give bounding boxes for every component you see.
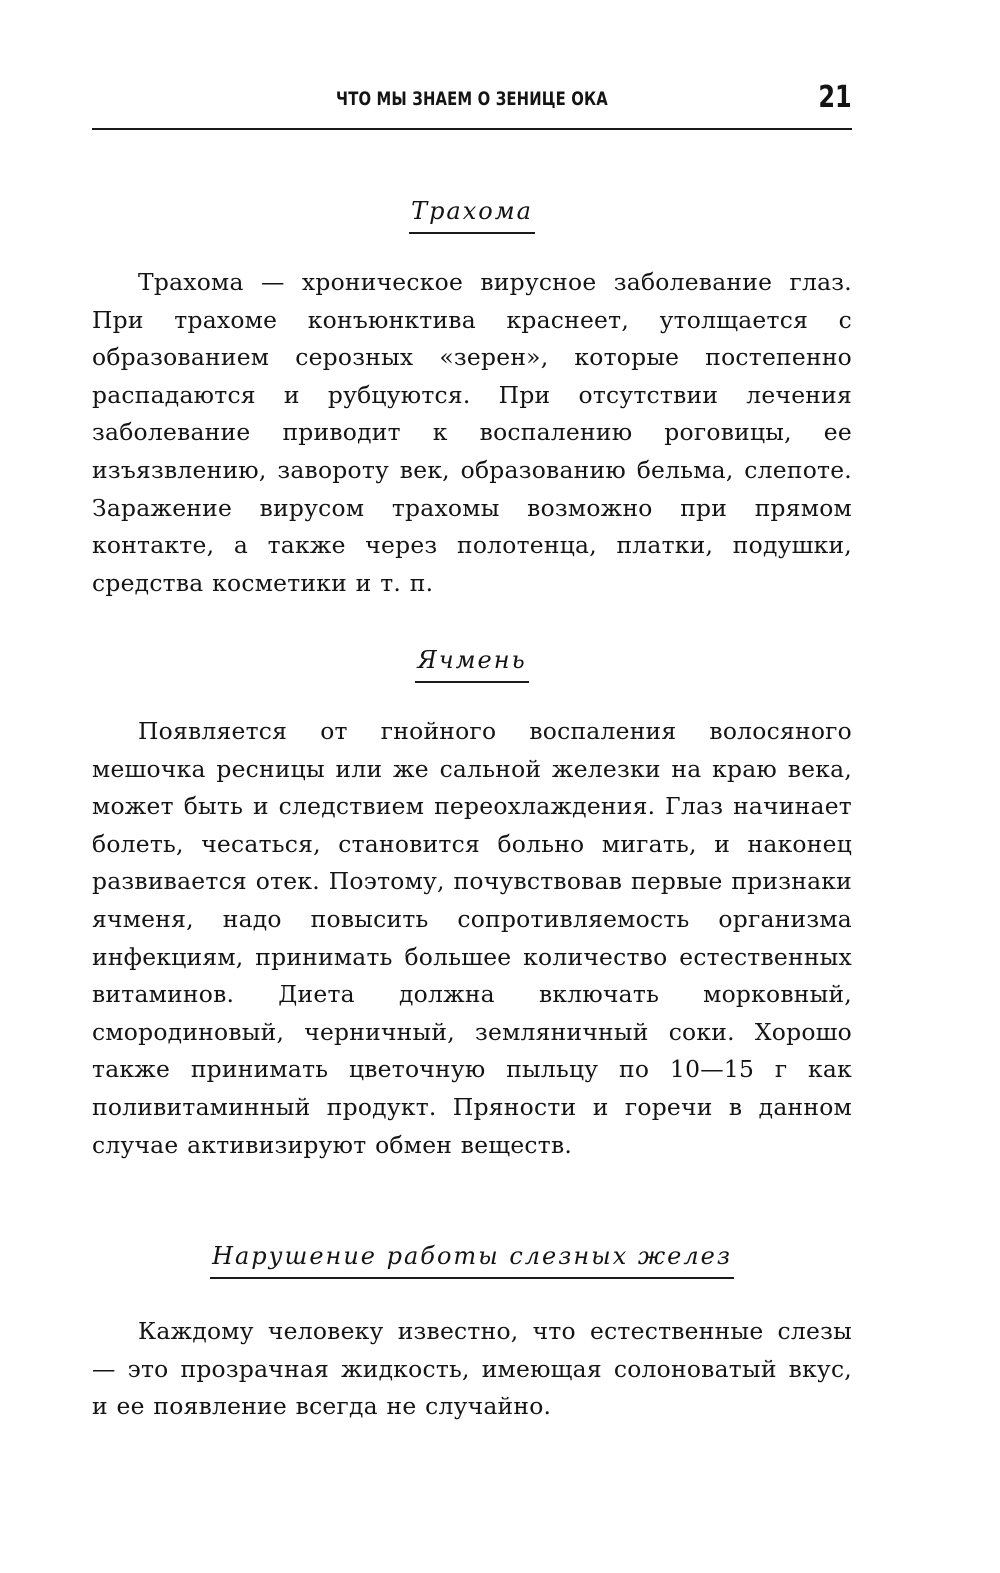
section-heading-text: Нарушение работы слезных желез [210, 1241, 734, 1279]
section-heading-text: Ячмень [415, 645, 528, 683]
running-header [92, 78, 852, 130]
section-heading-stye [92, 645, 852, 683]
section-heading-trachoma [92, 196, 852, 234]
section-heading-tear-glands [92, 1241, 852, 1279]
paragraph-trachoma: Трахома — хроническое вирусное заболевание глаз. При трахоме конъюнктива краснеет, утолщается с образованием серозных «зерен», которые постепенно распадаются и рубцуются. При отсутствии лечения заболевание приводит к воспалению роговицы, ее изъязвлению, завороту век, образованию бельма, слепоте. Заражение вирусом трахомы возможно при прямом контакте, а также через полотенца, платки, подушки, средства косметики и т. п. [92, 268, 852, 597]
page-number: 21 [818, 80, 852, 115]
paragraph-tear-glands: Каждому человеку известно, что естественные слезы — это прозрачная жидкость, имеющая солоноватый вкус, и ее появление всегда не случайно. [92, 1317, 852, 1421]
paragraph-stye: Появляется от гнойного воспаления волосяного мешочка ресницы или же сальной железки на краю века, может быть и следствием переохлаждения. Глаз начинает болеть, чесаться, становится больно мигать, и наконец развивается отек. Поэтому, почувствовав первые признаки ячменя, надо повысить сопротивляемость организма инфекциям, принимать большее количество естественных витаминов. Диета должна включать морковный, смородиновый, черничный, земляничный соки. Хорошо также принимать цветочную пыльцу по 10—15 г как поливитаминный продукт. Пряности и горечи в данном случае активизируют обмен веществ. [92, 717, 852, 1159]
running-title: ЧТО МЫ ЗНАЕМ О ЗЕНИЦЕ ОКА [336, 88, 608, 110]
section-heading-text: Трахома [409, 196, 535, 234]
